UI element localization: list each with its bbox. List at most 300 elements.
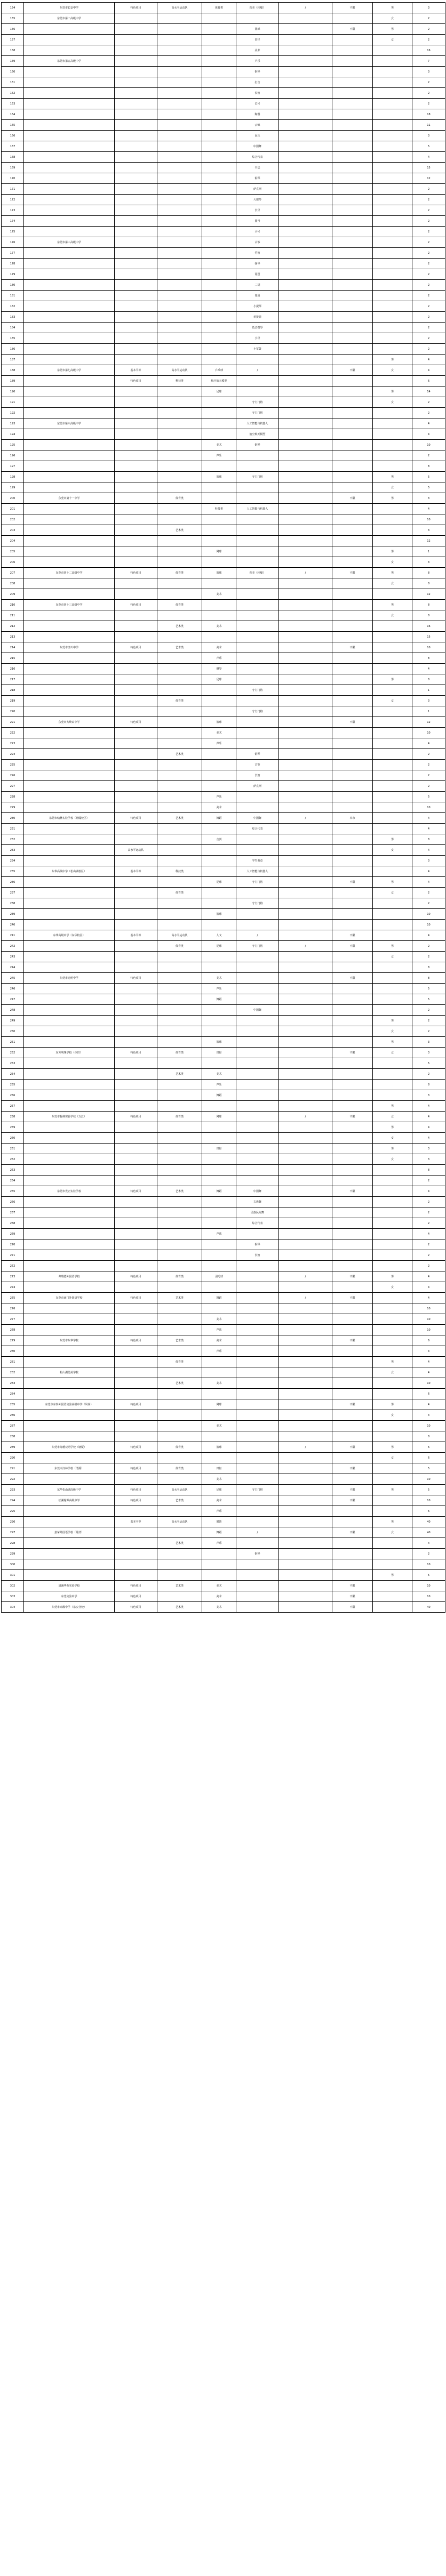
subject-cell: 美术: [202, 440, 236, 450]
quota-cell: 2: [412, 88, 445, 99]
gender-cell: [373, 280, 412, 291]
remark-cell: [279, 1133, 332, 1144]
subject-cell: [202, 216, 236, 227]
quota-cell: 10: [412, 728, 445, 738]
gender-cell: [373, 653, 412, 664]
school-name-cell: [24, 1506, 115, 1517]
quota-cell: 7: [412, 56, 445, 67]
table-row: [2, 1431, 445, 1442]
project-type-cell: [157, 802, 202, 813]
school-name-cell: 东华松山湖高级中学: [24, 1485, 115, 1495]
serial-number-cell: 219: [2, 696, 24, 706]
gender-cell: [373, 184, 412, 195]
project-type-cell: [157, 120, 202, 131]
school-name-cell: [24, 269, 115, 280]
school-name-cell: [24, 1549, 115, 1559]
enrollment-scope-cell: [332, 184, 373, 195]
remark-cell: [279, 35, 332, 45]
remark-cell: [279, 1495, 332, 1506]
table-row: [2, 973, 445, 984]
subject-cell: [202, 1357, 236, 1367]
serial-number-cell: 233: [2, 845, 24, 856]
enrollment-scope-cell: [332, 994, 373, 1005]
serial-number-cell: 291: [2, 1463, 24, 1474]
remark-cell: [279, 525, 332, 536]
subject-cell: [202, 45, 236, 56]
serial-number-cell: 225: [2, 760, 24, 770]
remark-cell: [279, 738, 332, 749]
subject-cell: [202, 1303, 236, 1314]
project-type-cell: 艺术类: [157, 749, 202, 760]
sub-item-cell: [236, 1282, 279, 1293]
project-category-cell: 特色项目: [115, 1271, 157, 1282]
table-row: [2, 984, 445, 994]
enrollment-scope-cell: [332, 205, 373, 216]
project-type-cell: [157, 1250, 202, 1261]
quota-cell: 8: [412, 962, 445, 973]
project-type-cell: [157, 1421, 202, 1431]
table-row: [2, 1229, 445, 1239]
gender-cell: [373, 99, 412, 109]
project-category-cell: [115, 1016, 157, 1026]
quota-cell: 4: [412, 866, 445, 877]
enrollment-scope-cell: [332, 546, 373, 557]
quota-cell: 2: [412, 77, 445, 88]
table-row: [2, 216, 445, 227]
table-row: [2, 184, 445, 195]
serial-number-cell: 229: [2, 802, 24, 813]
subject-cell: [202, 1101, 236, 1112]
sub-item-cell: [236, 674, 279, 685]
school-name-cell: 松山湖莞美学校: [24, 1367, 115, 1378]
sub-item-cell: [236, 589, 279, 600]
enrollment-scope-cell: [332, 216, 373, 227]
remark-cell: [279, 1144, 332, 1154]
gender-cell: 女: [373, 35, 412, 45]
gender-cell: [373, 525, 412, 536]
subject-cell: [202, 141, 236, 152]
sub-item-cell: 声乐: [236, 56, 279, 67]
quota-cell: 1: [412, 706, 445, 717]
table-row: [2, 770, 445, 781]
sub-item-cell: [236, 728, 279, 738]
school-name-cell: [24, 387, 115, 397]
sub-item-cell: [236, 717, 279, 728]
school-name-cell: 东莞市东华学校: [24, 1335, 115, 1346]
quota-cell: 3: [412, 1154, 445, 1165]
enrollment-scope-cell: [332, 909, 373, 920]
school-name-cell: [24, 514, 115, 525]
gender-cell: [373, 536, 412, 546]
remark-cell: [279, 610, 332, 621]
enrollment-scope-cell: [332, 248, 373, 259]
school-name-cell: [24, 1218, 115, 1229]
gender-cell: [373, 856, 412, 866]
enrollment-scope-cell: [332, 1346, 373, 1357]
subject-cell: [202, 418, 236, 429]
table-row: [2, 898, 445, 909]
table-row: [2, 941, 445, 952]
project-category-cell: 特色项目: [115, 1399, 157, 1410]
serial-number-cell: 275: [2, 1293, 24, 1303]
enrollment-scope-cell: [332, 632, 373, 642]
gender-cell: [373, 792, 412, 802]
quota-cell: 12: [412, 173, 445, 184]
table-row: [2, 1154, 445, 1165]
sub-item-cell: [236, 962, 279, 973]
project-category-cell: [115, 1421, 157, 1431]
table-row: [2, 418, 445, 429]
gender-cell: [373, 323, 412, 333]
enrollment-scope-cell: [332, 259, 373, 269]
enrollment-scope-cell: [332, 269, 373, 280]
sub-item-cell: 守门门将: [236, 408, 279, 418]
subject-cell: [202, 99, 236, 109]
gender-cell: [373, 259, 412, 269]
subject-cell: [202, 120, 236, 131]
sub-item-cell: 钢琴: [236, 1239, 279, 1250]
sub-item-cell: [236, 546, 279, 557]
table-row: [2, 269, 445, 280]
serial-number-cell: 202: [2, 514, 24, 525]
gender-cell: [373, 1559, 412, 1570]
quota-cell: 2: [412, 248, 445, 259]
sub-item-cell: [236, 1506, 279, 1517]
quota-cell: 2: [412, 259, 445, 269]
serial-number-cell: 161: [2, 77, 24, 88]
gender-cell: [373, 291, 412, 301]
serial-number-cell: 241: [2, 930, 24, 941]
serial-number-cell: 253: [2, 1058, 24, 1069]
quota-cell: 4: [412, 1367, 445, 1378]
gender-cell: [373, 909, 412, 920]
project-category-cell: [115, 120, 157, 131]
sub-item-cell: [236, 1271, 279, 1282]
project-category-cell: [115, 1261, 157, 1271]
gender-cell: 男: [373, 472, 412, 482]
sub-item-cell: [236, 1463, 279, 1474]
project-type-cell: [157, 1016, 202, 1026]
gender-cell: 男: [373, 834, 412, 845]
serial-number-cell: 178: [2, 259, 24, 269]
remark-cell: [279, 482, 332, 493]
project-category-cell: 基本平等: [115, 1517, 157, 1527]
subject-cell: [202, 205, 236, 216]
project-category-cell: [115, 163, 157, 173]
remark-cell: [279, 1463, 332, 1474]
sub-item-cell: [236, 1495, 279, 1506]
enrollment-scope-cell: [332, 1517, 373, 1527]
remark-cell: [279, 1591, 332, 1602]
quota-cell: 8: [412, 610, 445, 621]
sub-item-cell: /: [236, 930, 279, 941]
project-category-cell: 特色项目: [115, 813, 157, 824]
remark-cell: [279, 1570, 332, 1581]
school-name-cell: 东莞实验中学: [24, 1591, 115, 1602]
serial-number-cell: 167: [2, 141, 24, 152]
serial-number-cell: 223: [2, 738, 24, 749]
project-type-cell: [157, 450, 202, 461]
remark-cell: [279, 1485, 332, 1495]
subject-cell: [202, 1005, 236, 1016]
sub-item-cell: 中国舞: [236, 813, 279, 824]
table-row: [2, 1421, 445, 1431]
table-row: [2, 1186, 445, 1197]
enrollment-scope-cell: [332, 397, 373, 408]
remark-cell: /: [279, 941, 332, 952]
table-row: [2, 1282, 445, 1293]
subject-cell: 钢琴: [202, 664, 236, 674]
enrollment-scope-cell: 不限: [332, 1293, 373, 1303]
project-category-cell: [115, 557, 157, 568]
project-category-cell: [115, 1357, 157, 1367]
project-category-cell: [115, 184, 157, 195]
project-category-cell: [115, 1549, 157, 1559]
quota-cell: 5: [412, 141, 445, 152]
gender-cell: [373, 429, 412, 440]
sub-item-cell: [236, 920, 279, 930]
gender-cell: [373, 450, 412, 461]
table-row: [2, 568, 445, 578]
subject-cell: [202, 227, 236, 237]
quota-cell: 8: [412, 1431, 445, 1442]
project-type-cell: [157, 653, 202, 664]
sub-item-cell: [236, 525, 279, 536]
project-category-cell: [115, 131, 157, 141]
project-type-cell: [157, 856, 202, 866]
subject-cell: 声乐: [202, 1346, 236, 1357]
quota-cell: 4: [412, 1186, 445, 1197]
table-row: [2, 1410, 445, 1421]
project-category-cell: [115, 1144, 157, 1154]
quota-cell: 2: [412, 35, 445, 45]
project-category-cell: [115, 1026, 157, 1037]
sub-item-cell: [236, 387, 279, 397]
project-category-cell: [115, 1538, 157, 1549]
enrollment-scope-cell: 不限: [332, 3, 373, 13]
gender-cell: [373, 152, 412, 163]
remark-cell: /: [279, 1271, 332, 1282]
sub-item-cell: 守门门将: [236, 685, 279, 696]
subject-cell: 美术: [202, 1602, 236, 1613]
subject-cell: 声乐: [202, 1080, 236, 1090]
subject-cell: [202, 525, 236, 536]
remark-cell: [279, 792, 332, 802]
gender-cell: 男: [373, 387, 412, 397]
subject-cell: [202, 1282, 236, 1293]
quota-cell: 3: [412, 696, 445, 706]
remark-cell: [279, 856, 332, 866]
gender-cell: 女: [373, 1410, 412, 1421]
subject-cell: [202, 269, 236, 280]
serial-number-cell: 215: [2, 653, 24, 664]
gender-cell: [373, 781, 412, 792]
school-name-cell: [24, 1090, 115, 1101]
subject-cell: 舞蹈: [202, 1293, 236, 1303]
project-type-cell: [157, 824, 202, 834]
table-row: [2, 248, 445, 259]
school-name-cell: [24, 461, 115, 472]
quota-cell: 5: [412, 472, 445, 482]
enrollment-scope-cell: [332, 653, 373, 664]
school-name-cell: [24, 1421, 115, 1431]
school-name-cell: [24, 1357, 115, 1367]
quota-cell: 4: [412, 152, 445, 163]
school-name-cell: [24, 781, 115, 792]
sub-item-cell: 钢琴: [236, 1549, 279, 1559]
subject-cell: 乒乓球: [202, 365, 236, 376]
school-name-cell: 东方明珠学校（沙田）: [24, 1048, 115, 1058]
enrollment-scope-cell: [332, 1133, 373, 1144]
table-row: [2, 792, 445, 802]
serial-number-cell: 159: [2, 56, 24, 67]
table-row: [2, 920, 445, 930]
school-name-cell: [24, 1431, 115, 1442]
project-category-cell: [115, 589, 157, 600]
school-name-cell: 东莞市长安中学: [24, 3, 115, 13]
serial-number-cell: 186: [2, 344, 24, 355]
enrollment-scope-cell: [332, 1090, 373, 1101]
remark-cell: [279, 1165, 332, 1176]
subject-cell: [202, 13, 236, 24]
school-name-cell: [24, 312, 115, 323]
table-row: [2, 291, 445, 301]
table-row: [2, 173, 445, 184]
table-row: [2, 1335, 445, 1346]
subject-cell: 田径: [202, 1463, 236, 1474]
table-row: [2, 685, 445, 696]
table-row: [2, 877, 445, 888]
enrollment-scope-cell: [332, 1325, 373, 1335]
project-category-cell: [115, 898, 157, 909]
table-row: [2, 131, 445, 141]
sub-item-cell: 古筝: [236, 760, 279, 770]
sub-item-cell: [236, 1570, 279, 1581]
table-row: [2, 1527, 445, 1538]
project-type-cell: 科技类: [157, 866, 202, 877]
sub-item-cell: 美术: [236, 45, 279, 56]
sub-item-cell: [236, 1357, 279, 1367]
subject-cell: [202, 291, 236, 301]
table-row: [2, 1048, 445, 1058]
table-row: [2, 365, 445, 376]
quota-cell: 8: [412, 653, 445, 664]
subject-cell: 声乐: [202, 984, 236, 994]
sub-item-cell: 竹笛: [236, 248, 279, 259]
serial-number-cell: 244: [2, 962, 24, 973]
gender-cell: 女: [373, 397, 412, 408]
remark-cell: [279, 834, 332, 845]
table-row: [2, 1442, 445, 1453]
project-category-cell: [115, 941, 157, 952]
sub-item-cell: 人工智能与机器人: [236, 504, 279, 514]
quota-cell: 11: [412, 120, 445, 131]
school-name-cell: [24, 1346, 115, 1357]
table-row: [2, 824, 445, 834]
serial-number-cell: 180: [2, 280, 24, 291]
serial-number-cell: 172: [2, 195, 24, 205]
school-name-cell: [24, 429, 115, 440]
gender-cell: [373, 237, 412, 248]
project-category-cell: [115, 504, 157, 514]
enrollment-scope-cell: [332, 1239, 373, 1250]
sub-item-cell: [236, 461, 279, 472]
sub-item-cell: 钢琴: [236, 749, 279, 760]
project-type-cell: [157, 429, 202, 440]
project-category-cell: [115, 1325, 157, 1335]
serial-number-cell: 262: [2, 1154, 24, 1165]
table-row: [2, 259, 445, 269]
serial-number-cell: 220: [2, 706, 24, 717]
quota-cell: 2: [412, 216, 445, 227]
gender-cell: 女: [373, 1048, 412, 1058]
remark-cell: [279, 877, 332, 888]
remark-cell: [279, 845, 332, 856]
subject-cell: [202, 962, 236, 973]
project-category-cell: [115, 952, 157, 962]
gender-cell: [373, 45, 412, 56]
table-row: [2, 24, 445, 35]
table-row: [2, 1176, 445, 1186]
project-type-cell: [157, 909, 202, 920]
serial-number-cell: 279: [2, 1335, 24, 1346]
project-type-cell: 高水平运动队: [157, 365, 202, 376]
remark-cell: [279, 1389, 332, 1399]
school-name-cell: [24, 546, 115, 557]
project-type-cell: [157, 397, 202, 408]
school-name-cell: 东莞市高级中学（东实分校）: [24, 1602, 115, 1613]
project-category-cell: [115, 355, 157, 365]
enrollment-scope-cell: [332, 333, 373, 344]
serial-number-cell: 217: [2, 674, 24, 685]
subject-cell: 声乐: [202, 738, 236, 749]
remark-cell: [279, 1325, 332, 1335]
gender-cell: 女: [373, 1026, 412, 1037]
enrollment-scope-cell: [332, 237, 373, 248]
enrollment-scope-cell: [332, 856, 373, 866]
gender-cell: [373, 1506, 412, 1517]
subject-cell: [202, 56, 236, 67]
serial-number-cell: 154: [2, 3, 24, 13]
enrollment-scope-cell: 不限: [332, 973, 373, 984]
project-category-cell: [115, 35, 157, 45]
school-name-cell: [24, 1538, 115, 1549]
project-category-cell: [115, 1229, 157, 1239]
enrollment-scope-cell: [332, 131, 373, 141]
sub-item-cell: 陶器: [236, 109, 279, 120]
project-category-cell: [115, 1197, 157, 1207]
subject-cell: 声乐: [202, 792, 236, 802]
project-category-cell: [115, 56, 157, 67]
project-type-cell: [157, 1026, 202, 1037]
remark-cell: [279, 237, 332, 248]
project-category-cell: [115, 1176, 157, 1186]
project-type-cell: [157, 333, 202, 344]
project-type-cell: [157, 728, 202, 738]
gender-cell: 女: [373, 888, 412, 898]
remark-cell: [279, 824, 332, 834]
gender-cell: [373, 376, 412, 387]
serial-number-cell: 157: [2, 35, 24, 45]
school-name-cell: 东莞市济川中学: [24, 642, 115, 653]
project-type-cell: [157, 1197, 202, 1207]
remark-cell: [279, 1581, 332, 1591]
enrollment-scope-cell: [332, 866, 373, 877]
gender-cell: [373, 1197, 412, 1207]
serial-number-cell: 213: [2, 632, 24, 642]
table-row: [2, 472, 445, 482]
sub-item-cell: 萨克斯: [236, 781, 279, 792]
